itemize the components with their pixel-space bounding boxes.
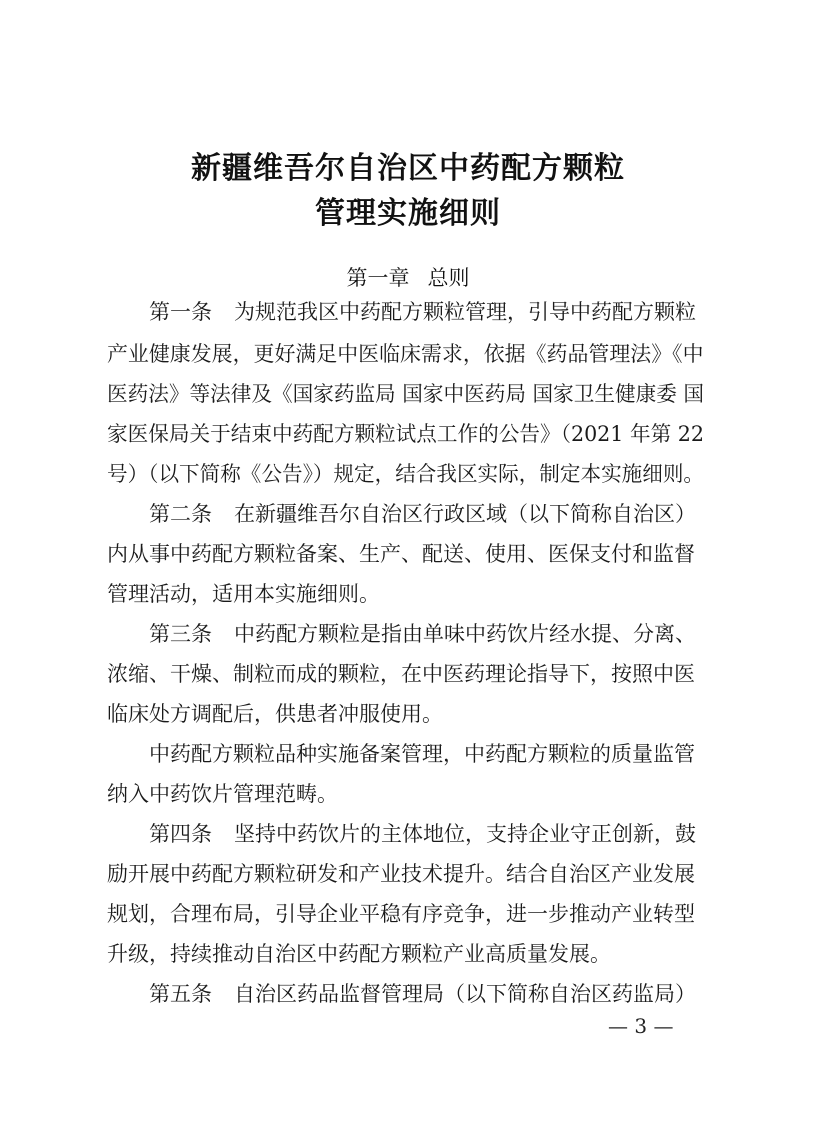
article-5-line-1 — [149, 984, 696, 1005]
document-title-line-1: 新疆维吾尔自治区中药配方颗粒 — [191, 151, 625, 186]
article-2-line-2: 内从事中药配方颗粒备案、生产、配送、使用、医保支付和监督 — [107, 542, 695, 566]
article-2-line-3: 管理活动，适用本实施细则。 — [107, 582, 380, 606]
article-label: 第二条 — [149, 502, 212, 526]
article-text: 自治区药品监督管理局（以下简称自治区药监局） — [234, 982, 696, 1006]
article-text: 坚持中药饮片的主体地位，支持企业守正创新，鼓 — [234, 822, 696, 846]
article-label: 第五条 — [149, 982, 212, 1006]
article-4-line-4: 升级，持续推动自治区中药配方颗粒产业高质量发展。 — [107, 942, 611, 966]
article-4-line-1 — [149, 824, 696, 845]
page-number: — 3 — — [608, 1014, 674, 1038]
article-label: 第三条 — [149, 622, 212, 646]
article-1-line-1 — [149, 302, 696, 323]
article-label: 第四条 — [149, 822, 212, 846]
article-4-line-2: 励开展中药配方颗粒研发和产业技术提升。结合自治区产业发展 — [107, 862, 695, 886]
article-label: 第一条 — [149, 300, 212, 324]
article-1-line-3: 医药法》等法律及《国家药监局 国家中医药局 国家卫生健康委 国 — [107, 382, 705, 406]
document-title-line-2: 管理实施细则 — [315, 196, 501, 231]
article-2-line-1 — [149, 504, 696, 525]
article-4-line-3: 规划，合理布局，引导企业平稳有序竞争，进一步推动产业转型 — [107, 902, 695, 926]
article-3-line-2: 浓缩、干燥、制粒而成的颗粒，在中医药理论指导下，按照中医 — [107, 662, 695, 686]
article-1-line-4: 家医保局关于结束中药配方颗粒试点工作的公告》（2021 年第 22 — [107, 422, 705, 446]
paragraph-line-2: 纳入中药饮片管理范畴。 — [107, 782, 338, 806]
article-text: 为规范我区中药配方颗粒管理，引导中药配方颗粒 — [234, 300, 696, 324]
article-3-line-1 — [149, 624, 696, 645]
paragraph-line-1: 中药配方颗粒品种实施备案管理，中药配方颗粒的质量监管 — [149, 742, 695, 766]
article-3-line-3: 临床处方调配后，供患者冲服使用。 — [107, 702, 443, 726]
chapter-number: 第一章 — [346, 266, 410, 290]
chapter-name: 总则 — [427, 266, 470, 290]
article-text: 在新疆维吾尔自治区行政区域（以下简称自治区） — [234, 502, 696, 526]
chapter-heading — [0, 262, 816, 292]
article-text: 中药配方颗粒是指由单味中药饮片经水提、分离、 — [234, 622, 696, 646]
article-1-line-2: 产业健康发展，更好满足中医临床需求，依据《药品管理法》《中 — [107, 342, 704, 366]
article-1-line-5: 号）（以下简称《公告》）规定，结合我区实际，制定本实施细则。 — [107, 462, 705, 486]
